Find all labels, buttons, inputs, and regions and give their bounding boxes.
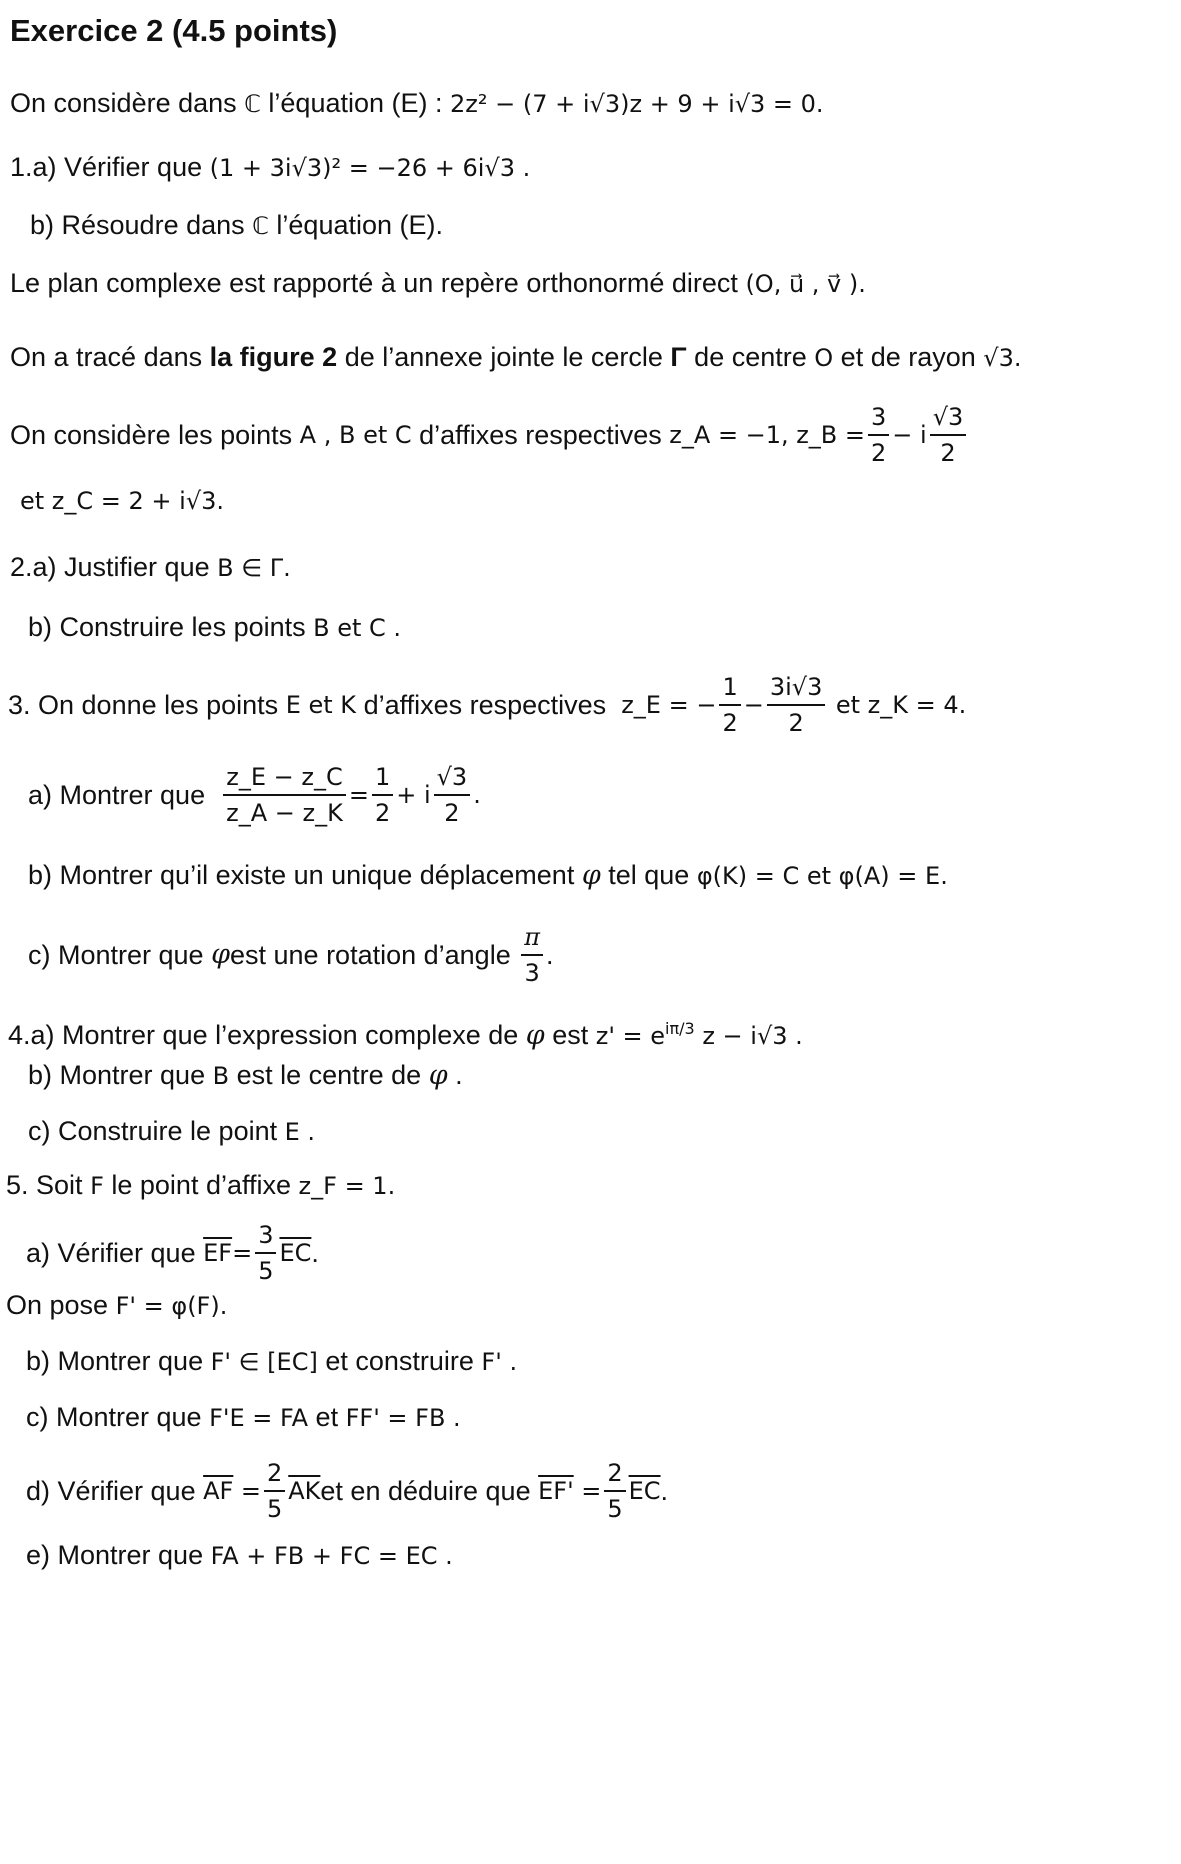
q3c-label: c) Montrer que [28,940,204,970]
figure-line [10,340,1021,375]
q4c-line [28,1114,315,1149]
zB-frac-1 [868,400,889,470]
q4b-end: . [447,1060,463,1090]
phi-symbol: φ [525,1020,545,1051]
q5d-d2: 5 [607,1495,623,1523]
q5d-eq1: = [240,1477,261,1505]
q3c-den: 3 [524,959,540,987]
phi-symbol: φ [581,860,601,891]
figure-p4: et de rayon [840,342,976,372]
zE-d1: 2 [722,709,738,737]
vector-AF: $\overline{AF}$ [203,1477,234,1505]
q3a-line [28,760,481,830]
points-line [10,400,969,470]
q5d-mid: et en déduire que [320,1476,531,1506]
q4a-exp: iπ/3 [665,1019,695,1038]
vector-EF: $\overline{EF}$ [203,1239,233,1267]
complex-set: ℂ [252,212,269,240]
phi-symbol: φ [211,939,230,970]
q5d-frac-1 [264,1456,285,1526]
pose-line [6,1288,227,1323]
q4b-line [28,1058,463,1093]
q2b-line [28,610,401,645]
vector-EC: $\overline{EC}$ [279,1239,312,1267]
points-text2: d’affixes respectives [419,420,662,450]
q5b-mid: et construire [317,1346,482,1376]
q3b-mid: tel que [600,860,697,890]
zC-line: et z_C = 2 + i√3. [20,487,225,515]
q5e-label: e) Montrer que [26,1540,204,1570]
q5-label: 5. Soit [6,1170,83,1200]
q5e-expr: FA + FB + FC = EC . [210,1542,453,1570]
q3a-num: z_E − z_C [223,760,345,796]
q5a-eq: = [232,1239,253,1267]
vector-AK: $\overline{AK}$ [288,1477,321,1505]
q5c-expr1: F'E = FA [209,1404,309,1432]
q3a-end: . [473,781,481,809]
exercise-title: Exercice 2 (4.5 points) [10,13,338,48]
intro-equation: 2z² − (7 + i√3)z + 9 + i√3 = 0. [450,90,824,118]
q5d-n1: 2 [264,1456,285,1492]
q5b-expr: F' ∈ [EC] [210,1348,318,1376]
q1b-label: b) Résoudre dans [30,210,245,240]
intro-mid: l’équation (E) : [260,88,451,118]
figure-bold: la figure 2 [209,342,338,372]
zE-prefix: z_E = − [621,691,717,719]
q3b-line [28,858,948,893]
q3a-n1: 1 [372,760,393,796]
q3a-label: a) Montrer que [28,780,206,810]
gamma-symbol: Γ [670,342,687,372]
zE-n1: 1 [719,670,740,706]
q5a-label: a) Vérifier que [26,1238,196,1268]
q5c-label: c) Montrer que [26,1402,202,1432]
zE-frac-1 [719,670,740,740]
q3c-line [28,920,554,990]
q4b-mid: est le centre de [229,1060,429,1090]
phi-symbol: φ [428,1060,448,1091]
zA: z_A = −1, [669,421,789,449]
plan-frame: (O, u⃗ , v⃗ ). [745,270,866,298]
q5c-mid: et [308,1402,346,1432]
figure-p1: On a tracé dans [10,342,203,372]
q2a-line [10,550,291,585]
q5d-frac-2 [604,1456,625,1526]
intro-prefix: On considère dans [10,88,237,118]
q5b-line [26,1344,517,1379]
figure-radius: √3. [983,344,1022,372]
zB-num2: √3 [930,400,967,436]
q5a-line [26,1218,319,1288]
q5-pt: F [90,1172,104,1200]
q1a-label: 1.a) Vérifier que [10,152,203,182]
q5a-den: 5 [258,1257,274,1285]
q5d-end: . [660,1476,669,1506]
complex-set: ℂ [244,90,261,118]
q2b-label: b) Construire les points [28,612,306,642]
q3a-d1: 2 [374,799,391,827]
q3c-end: . [546,940,554,970]
zE-minus: − [743,691,764,719]
q3b-label: b) Montrer qu’il existe un unique déplacement [28,860,575,890]
zB-mid: − i [892,421,927,449]
figure-p2: de l’annexe jointe le cercle [344,342,663,372]
q5a-num: 3 [255,1218,276,1254]
q1a-expr: (1 + 3i√3)² = −26 + 6i√3 . [209,154,531,182]
vector-EFprime: EF' [538,1477,574,1505]
pose-label: On pose [6,1290,109,1320]
q5d-eq2: = [581,1477,602,1505]
points-text: On considère les points [10,420,293,450]
zE-frac-2 [767,670,826,740]
q5b-pt: F' . [481,1348,518,1376]
q3-text: d’affixes respectives [363,690,607,720]
q5d-d1: 5 [266,1495,283,1523]
intro-line [10,86,824,121]
zE-d2: 2 [788,709,804,737]
q3-tail: et z_K = 4. [835,691,967,719]
q3a-ratio [223,760,346,830]
q4c-pt: E . [284,1118,316,1146]
q5c-line [26,1400,461,1435]
q3a-den: z_A − z_K [226,799,343,827]
q4b-label: b) Montrer que [28,1060,206,1090]
q3-pts: E et K [285,691,357,719]
q2a-expr: B ∈ Γ. [217,554,291,582]
plan-line [10,266,866,301]
q5e-line [26,1538,453,1573]
q1a-line [10,150,530,185]
q3c-num: π [521,920,543,956]
q3c-frac [521,920,543,990]
q3c-mid: est une rotation d’angle [230,940,511,970]
points-names: A , B et C [299,421,412,449]
q4c-label: c) Construire le point [28,1116,278,1146]
plan-text: Le plan complexe est rapporté à un repère orthonormé direct [10,268,738,298]
pose-expr: F' = φ(F). [115,1292,228,1320]
q3b-expr: φ(K) = C et φ(A) = E. [696,862,948,890]
zB-num1: 3 [868,400,889,436]
vector-EC2: $\overline{EC}$ [628,1477,661,1505]
q5a-frac [255,1218,276,1288]
q3-label: 3. On donne les points [8,690,279,720]
zB-den2: 2 [940,439,956,467]
q4a-tail: z − i√3 . [694,1022,803,1050]
q3a-n2: √3 [434,760,471,796]
zB-frac-2 [930,400,967,470]
q4a-mid: est [544,1020,596,1050]
q5b-label: b) Montrer que [26,1346,204,1376]
q5-mid: le point d’affixe [103,1170,292,1200]
zB-prefix: z_B = [796,421,866,449]
q4a-expr: z' = e [595,1022,666,1050]
q4a-label: 4.a) Montrer que l’expression complexe de [8,1020,519,1050]
q3a-frac-2 [434,760,471,830]
q5d-n2: 2 [604,1456,625,1492]
q5-line [6,1168,395,1203]
q5d-label: d) Vérifier que [26,1476,196,1506]
q1b-line [30,208,443,243]
q5-expr: z_F = 1. [298,1172,396,1200]
q2a-label: 2.a) Justifier que [10,552,210,582]
q5c-expr2: FF' = FB . [345,1404,461,1432]
figure-p3: de centre [694,342,807,372]
q1b-rest: l’équation (E). [268,210,444,240]
q5d-line [26,1456,668,1526]
q4a-line [8,1012,803,1053]
q3a-d2: 2 [444,799,460,827]
q2b-expr: B et C . [313,614,402,642]
q3a-frac-1 [372,760,393,830]
q3a-plus: + i [396,781,431,809]
q3a-eq: = [348,781,369,809]
figure-center: O [814,344,834,372]
q3-line [8,670,966,740]
q4b-pt: B [212,1062,230,1090]
zB-den1: 2 [871,439,887,467]
q5a-end: . [311,1238,319,1268]
zE-n2: 3i√3 [767,670,826,706]
